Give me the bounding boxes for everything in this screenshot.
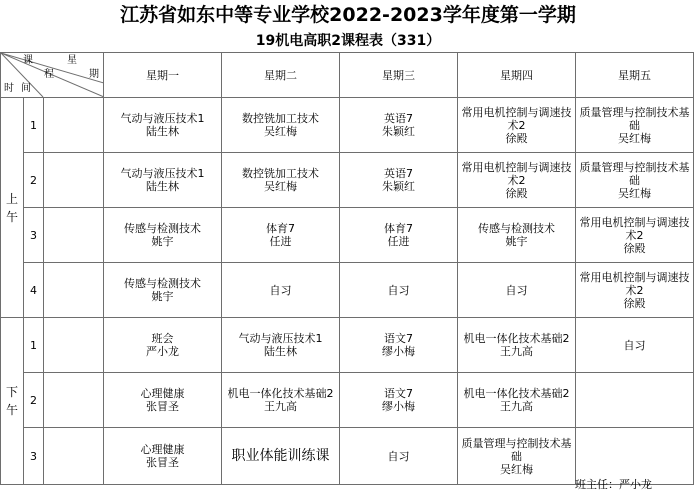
course-name: 班会: [151, 332, 174, 345]
course-name: 常用电机控制与调速技术2: [579, 215, 690, 242]
schedule-cell: [340, 373, 458, 428]
teacher-name: 吴红梅: [264, 125, 297, 138]
period-char: 下: [5, 385, 18, 399]
schedule-subtitle: 19机电高职2课程表（331）: [255, 33, 441, 49]
table-row: [1, 208, 694, 263]
course-name: 气动与液压技术1: [238, 332, 323, 345]
course-name: 自习: [269, 283, 292, 297]
course-name: 自习: [387, 449, 410, 463]
teacher-name: 陆生林: [264, 345, 297, 358]
teacher-name: 缪小梅: [382, 345, 415, 358]
course-name: 语文7: [384, 387, 413, 400]
course-name: 常用电机控制与调速技术2: [461, 160, 572, 187]
blank-cell: [44, 428, 104, 485]
schedule-cell: [104, 98, 222, 153]
lesson-number: 1: [24, 318, 44, 373]
course-name: 英语7: [384, 112, 413, 125]
table-row: [1, 373, 694, 428]
schedule-cell: [104, 263, 222, 318]
course-name: 数控铣加工技术: [242, 167, 319, 180]
course-name: 传感与检测技术: [478, 222, 555, 235]
teacher-name: 王九高: [500, 400, 533, 413]
day-header-wed: 星期三: [340, 53, 458, 98]
teacher-name: 任进: [387, 235, 410, 248]
blank-cell: [44, 318, 104, 373]
corner-shi: 时: [4, 83, 14, 94]
lesson-number: 3: [24, 428, 44, 485]
corner-qi: 期: [89, 69, 99, 80]
teacher-name: 徐殿: [623, 241, 646, 255]
corner-jian: 间: [21, 83, 31, 94]
schedule-cell: [576, 263, 694, 318]
course-name: 气动与液压技术1: [120, 112, 205, 125]
teacher-name: 王九高: [264, 400, 297, 413]
schedule-cell: [458, 208, 576, 263]
teacher-name: 朱颖红: [382, 125, 415, 138]
blank-cell: [44, 153, 104, 208]
teacher-name: 王九高: [500, 345, 533, 358]
course-name: 气动与液压技术1: [120, 167, 205, 180]
teacher-name: 吴红梅: [500, 462, 533, 476]
class-teacher-label: 班主任：: [575, 478, 619, 491]
schedule-cell: [222, 373, 340, 428]
schedule-cell: [222, 318, 340, 373]
schedule-cell: [576, 208, 694, 263]
teacher-name: 徐殿: [623, 296, 646, 310]
schedule-cell: [222, 263, 340, 318]
schedule-cell: [458, 153, 576, 208]
course-name: 自习: [505, 283, 528, 297]
course-name: 数控铣加工技术: [242, 112, 319, 125]
teacher-name: 吴红梅: [618, 131, 651, 145]
corner-xing: 星: [67, 55, 77, 66]
course-name: 机电一体化技术基础2: [227, 387, 334, 400]
course-name: 心理健康: [140, 387, 185, 400]
blank-cell: [44, 263, 104, 318]
teacher-name: 朱颖红: [382, 180, 415, 193]
schedule-cell: [340, 428, 458, 485]
schedule-cell: [222, 153, 340, 208]
teacher-name: 陆生林: [146, 180, 179, 193]
table-row: [1, 263, 694, 318]
lesson-number: 2: [24, 153, 44, 208]
schedule-cell: [576, 318, 694, 373]
header-row: [1, 53, 694, 98]
schedule-cell: [222, 428, 340, 485]
teacher-name: 张冒圣: [146, 456, 179, 469]
schedule-cell: [340, 153, 458, 208]
timetable: [0, 52, 694, 485]
course-name: 质量管理与控制技术基础: [579, 105, 690, 132]
schedule-cell: [340, 208, 458, 263]
teacher-name: 吴红梅: [264, 180, 297, 193]
teacher-name: 任进: [269, 235, 292, 248]
teacher-name: 姚宇: [151, 290, 174, 303]
schedule-cell: [458, 428, 576, 485]
period-label-afternoon: [1, 318, 24, 485]
lesson-number: 4: [24, 263, 44, 318]
course-name: 常用电机控制与调速技术2: [579, 270, 690, 297]
table-row: [1, 318, 694, 373]
teacher-name: 张冒圣: [146, 400, 179, 413]
day-header-mon: 星期一: [104, 53, 222, 98]
class-teacher: [575, 478, 652, 491]
schedule-cell: [458, 373, 576, 428]
schedule-cell: [104, 153, 222, 208]
schedule-cell: [104, 208, 222, 263]
table-row: [1, 153, 694, 208]
schedule-cell: [222, 208, 340, 263]
course-name: 体育7: [266, 222, 295, 235]
class-teacher-name: 严小龙: [619, 478, 652, 491]
period-label-morning: [1, 98, 24, 318]
period-char: 上: [5, 191, 18, 206]
course-name: 自习: [387, 283, 410, 297]
day-header-thu: 星期四: [458, 53, 576, 98]
teacher-name: 姚宇: [151, 235, 174, 248]
lesson-number: 2: [24, 373, 44, 428]
schedule-cell: [458, 263, 576, 318]
course-name: 传感与检测技术: [124, 277, 201, 290]
teacher-name: 徐殿: [505, 131, 528, 145]
schedule-cell: [458, 98, 576, 153]
blank-cell: [44, 98, 104, 153]
table-row: [1, 98, 694, 153]
course-name: 机电一体化技术基础2: [463, 332, 570, 345]
schedule-cell: [576, 153, 694, 208]
schedule-cell: [340, 318, 458, 373]
corner-cheng: 程: [44, 69, 54, 80]
corner-cell: [1, 53, 104, 98]
course-name: 心理健康: [140, 443, 185, 456]
table-row: [1, 428, 694, 485]
course-name: 语文7: [384, 332, 413, 345]
course-name: 职业体能训练课: [231, 447, 330, 464]
schedule-cell: [104, 373, 222, 428]
schedule-cell: [576, 428, 694, 485]
schedule-cell: [104, 428, 222, 485]
teacher-name: 缪小梅: [382, 400, 415, 413]
schedule-title: 江苏省如东中等专业学校2022-2023学年度第一学期: [120, 4, 576, 26]
schedule-cell: [340, 98, 458, 153]
teacher-name: 徐殿: [505, 186, 528, 200]
day-header-tue: 星期二: [222, 53, 340, 98]
lesson-number: 1: [24, 98, 44, 153]
course-name: 机电一体化技术基础2: [463, 387, 570, 400]
teacher-name: 吴红梅: [618, 186, 651, 200]
corner-ke: 课: [23, 55, 33, 66]
schedule-cell: [104, 318, 222, 373]
period-char: 午: [5, 403, 18, 417]
course-name: 英语7: [384, 167, 413, 180]
course-name: 自习: [623, 338, 646, 352]
course-name: 质量管理与控制技术基础: [461, 436, 572, 463]
course-name: 传感与检测技术: [124, 222, 201, 235]
course-name: 体育7: [384, 222, 413, 235]
schedule-cell: [340, 263, 458, 318]
schedule-cell: [576, 98, 694, 153]
period-char: 午: [5, 209, 18, 224]
course-name: 常用电机控制与调速技术2: [461, 105, 572, 132]
lesson-number: 3: [24, 208, 44, 263]
day-header-fri: 星期五: [576, 53, 694, 98]
schedule-cell: [222, 98, 340, 153]
teacher-name: 严小龙: [146, 345, 179, 358]
blank-cell: [44, 208, 104, 263]
schedule-cell: [458, 318, 576, 373]
blank-cell: [44, 373, 104, 428]
schedule-cell: [576, 373, 694, 428]
teacher-name: 陆生林: [146, 125, 179, 138]
course-name: 质量管理与控制技术基础: [579, 160, 690, 187]
teacher-name: 姚宇: [505, 235, 528, 248]
